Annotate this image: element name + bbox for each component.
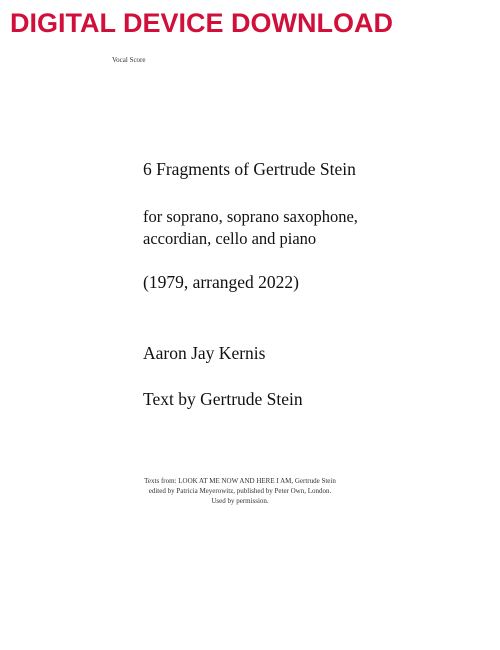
work-title: 6 Fragments of Gertrude Stein: [143, 159, 356, 179]
permissions-line-2: edited by Patricia Meyerowitz, published by Peter Own, London.: [148, 487, 332, 495]
permissions-line-1: Texts from: LOOK AT ME NOW AND HERE I AM, Gertrude Stein: [144, 477, 336, 485]
permissions-line-3: Used by permission.: [211, 497, 269, 505]
composer-name: Aaron Jay Kernis: [143, 343, 266, 363]
permissions-note: [110, 476, 370, 506]
instrumentation-line-1: for soprano, soprano saxophone,: [143, 207, 358, 226]
instrumentation-line-2: accordian, cello and piano: [143, 229, 317, 248]
composition-dates: (1979, arranged 2022): [143, 272, 299, 292]
instrumentation: [143, 206, 358, 250]
text-credit: Text by Gertrude Stein: [143, 389, 303, 409]
vocal-score-label: Vocal Score: [112, 56, 146, 64]
digital-download-banner: DIGITAL DEVICE DOWNLOAD: [10, 8, 393, 38]
